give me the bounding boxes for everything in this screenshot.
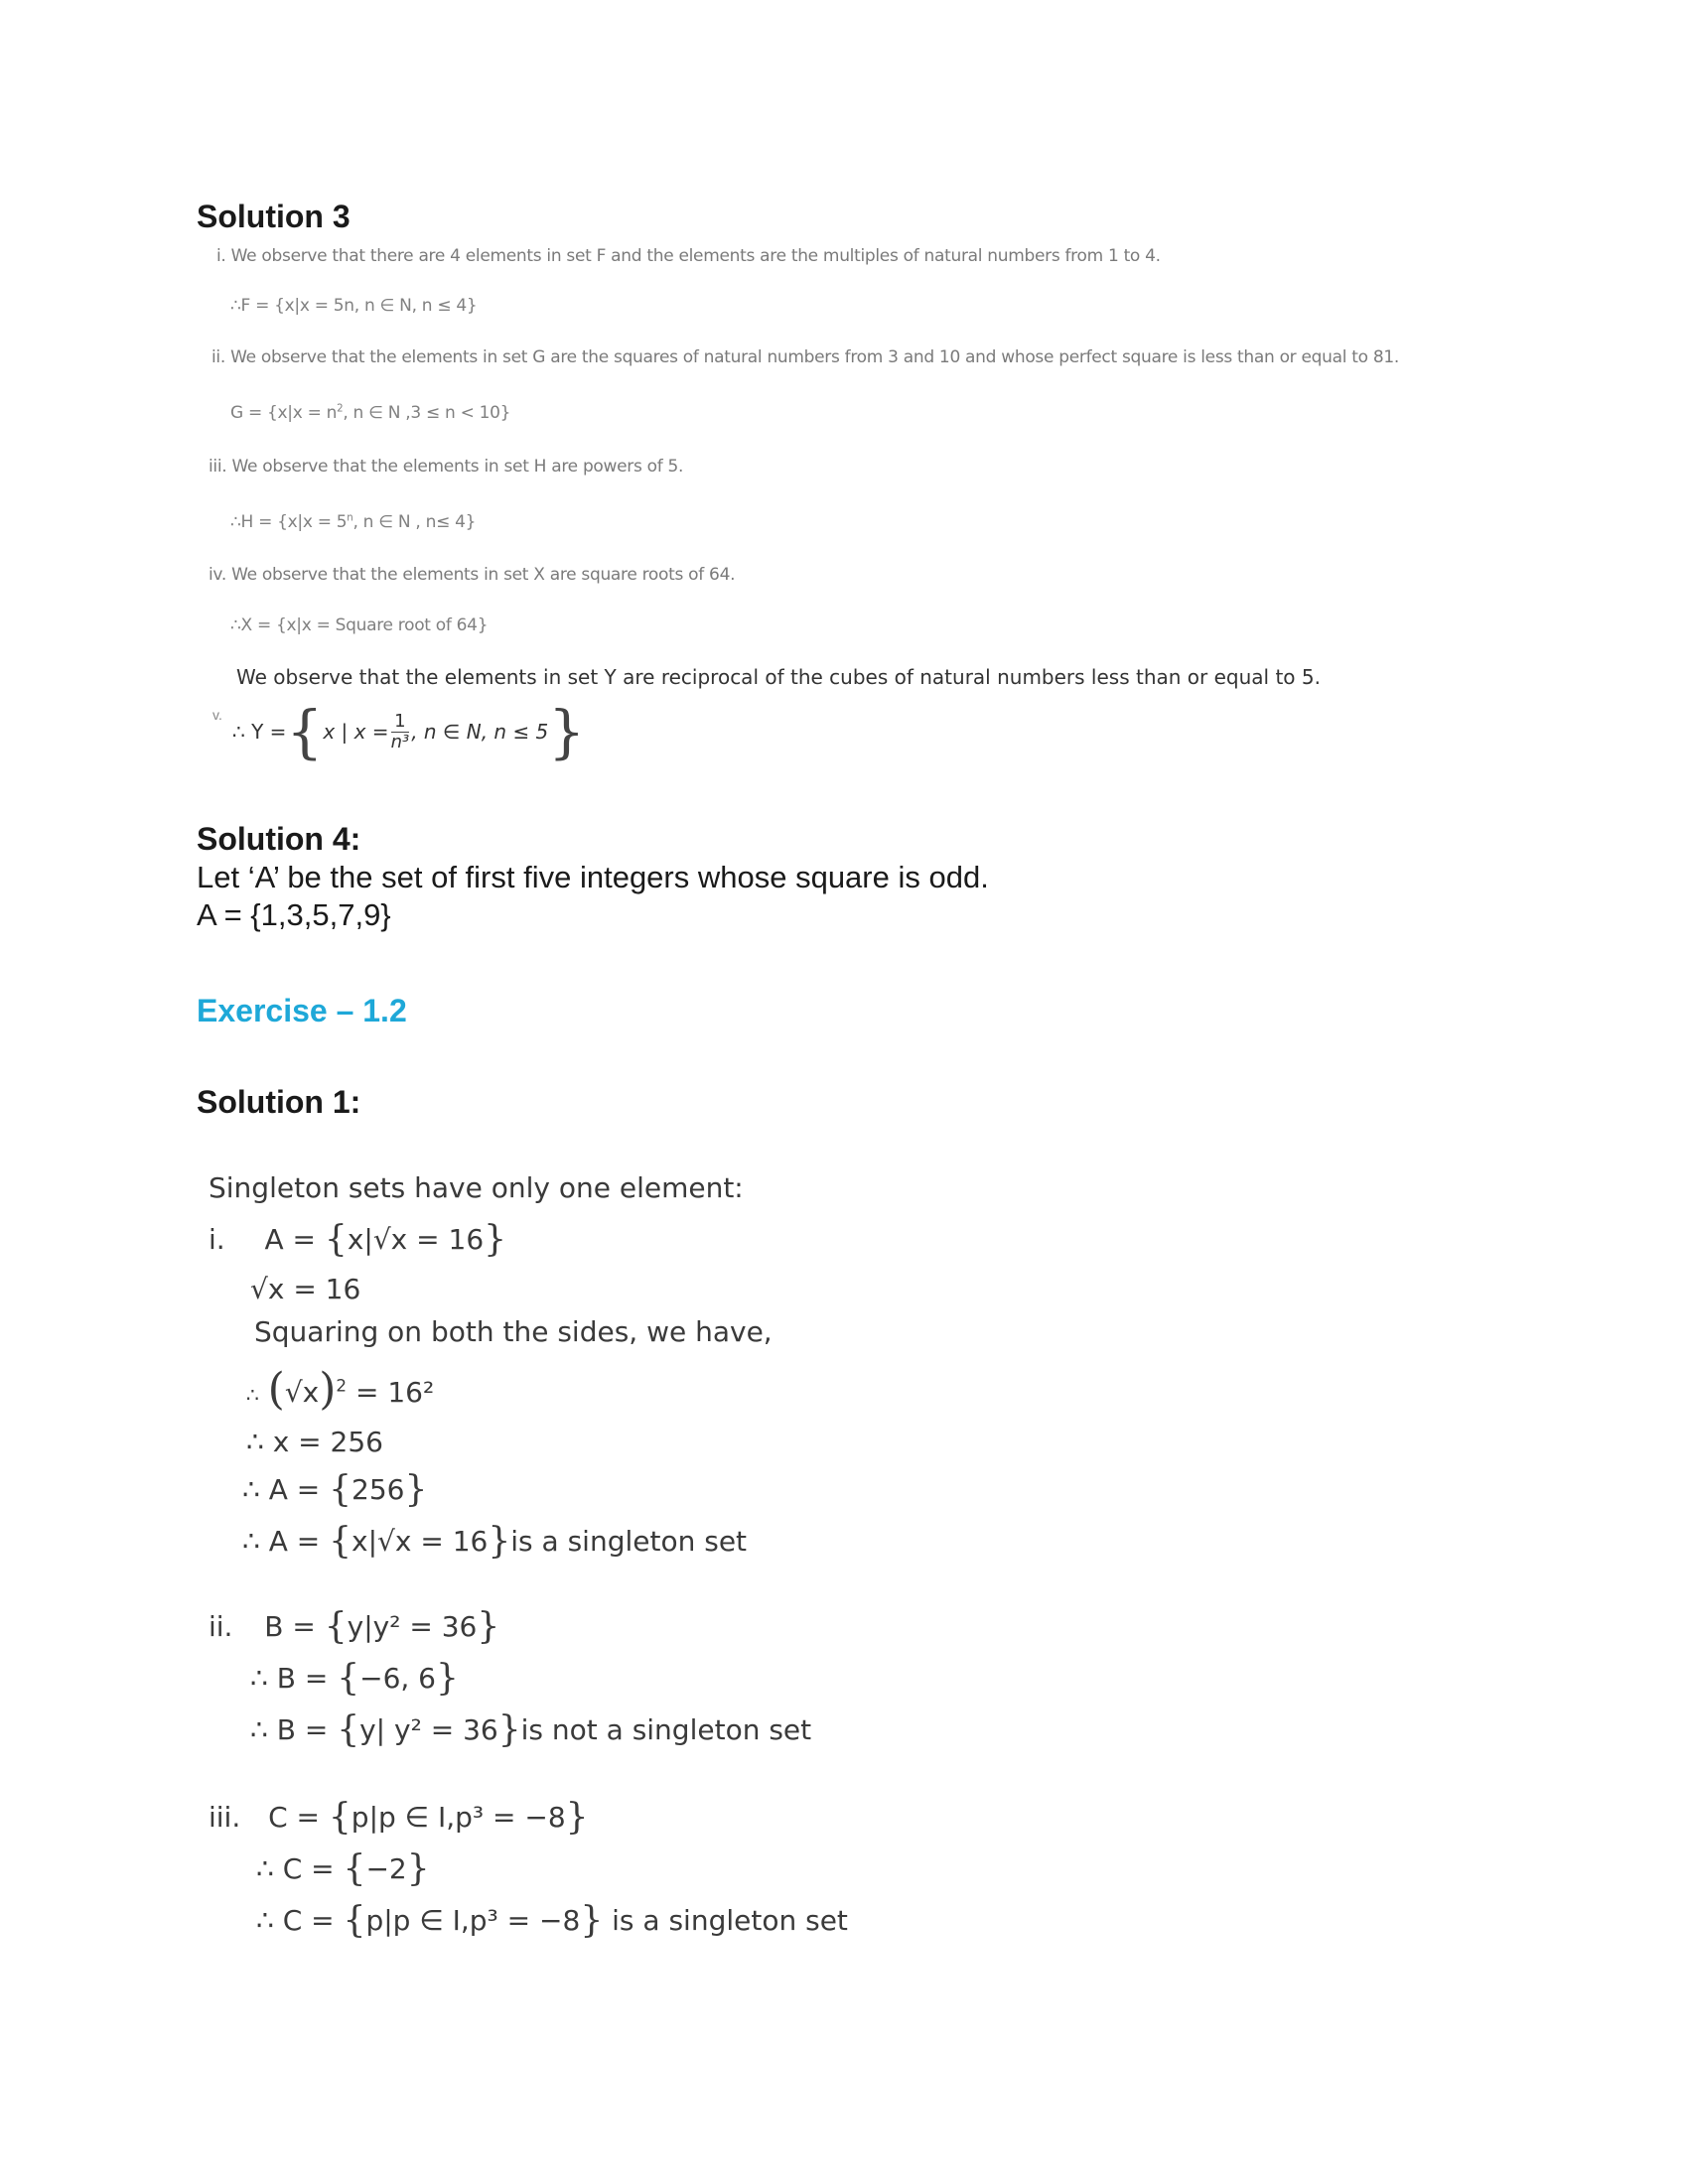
set-contents: −2	[365, 1852, 407, 1885]
solution-1-heading: Solution 1:	[197, 1084, 361, 1120]
right-brace: }	[497, 1709, 521, 1750]
solution-4-line-2: A = {1,3,5,7,9}	[197, 897, 391, 932]
equation-set-h	[230, 512, 476, 532]
equation-set-y	[232, 697, 585, 766]
part-i-step-4: ∴ x = 256	[246, 1426, 383, 1458]
part-i-step-2: Squaring on both the sides, we have,	[254, 1315, 773, 1348]
singleton-intro: Singleton sets have only one element:	[209, 1171, 744, 1204]
set-builder: x|√x = 16	[352, 1525, 489, 1558]
left-brace: {	[343, 1900, 366, 1941]
roman-numeral: i.	[216, 246, 226, 266]
equation-suffix: , n ∈ N ,3 ≤ n < 10}	[343, 403, 511, 423]
roman-numeral: iv.	[209, 565, 226, 585]
equation-superscript: 2	[337, 403, 344, 415]
exponent: 2	[336, 1375, 348, 1396]
set-builder: y|y² = 36	[347, 1610, 478, 1643]
solution-3-item-iii-text	[209, 457, 683, 477]
solution-4-line-1: Let ‘A’ be the set of first five integers whose square is odd.	[197, 860, 989, 894]
right-brace: }	[580, 1900, 604, 1941]
part-iii-step-2	[256, 1900, 848, 1941]
set-lhs: ∴ B =	[250, 1662, 329, 1695]
left-paren: (	[267, 1364, 285, 1415]
equation-prefix: ∴H = {x|x = 5	[230, 512, 348, 532]
solution-3-item-v-text: We observe that the elements in set Y are reciprocal of the cubes of natural numbers less than or equal to 5.	[236, 665, 1321, 689]
conclusion-text: is not a singleton set	[520, 1713, 812, 1746]
solution-3-item-i-text	[216, 246, 1161, 266]
left-brace: {	[324, 1606, 348, 1647]
roman-numeral: ii.	[211, 347, 225, 367]
part-iii-step-1	[256, 1848, 430, 1889]
roman-numeral: i.	[209, 1223, 225, 1256]
roman-numeral: v.	[212, 707, 222, 723]
roman-numeral: iii.	[209, 457, 227, 477]
fraction-denominator: n³	[390, 731, 410, 752]
therefore-symbol: ∴	[246, 1383, 259, 1407]
set-builder: x|√x = 16	[347, 1223, 485, 1256]
item-text: We observe that the elements in set X are square roots of 64.	[231, 565, 736, 585]
equation-superscript: n	[347, 512, 353, 524]
conclusion-text: is a singleton set	[603, 1904, 848, 1937]
set-lhs: A =	[264, 1223, 317, 1256]
set-lhs: ∴ B =	[250, 1713, 329, 1746]
part-iii-definition	[209, 1797, 589, 1838]
right-brace: }	[406, 1848, 430, 1889]
part-i-step-5	[242, 1469, 427, 1510]
item-text: We observe that the elements in set G are the squares of natural numbers from 3 and 10 and whose perfect square is less than or equal to 81.	[230, 347, 1399, 367]
set-builder-end: , n ∈ N, n ≤ 5	[411, 720, 549, 744]
left-brace: {	[286, 698, 324, 765]
part-i-step-1: √x = 16	[250, 1273, 361, 1305]
right-brace: }	[404, 1469, 428, 1510]
solution-4-heading: Solution 4:	[197, 821, 361, 857]
roman-numeral: ii.	[209, 1610, 233, 1643]
equation-set-x: ∴X = {x|x = Square root of 64}	[230, 615, 489, 635]
equation-prefix: G = {x|x = n	[230, 403, 338, 423]
set-builder-start: x | x =	[323, 720, 389, 744]
set-builder: p|p ∈ I,p³ = −8	[351, 1801, 566, 1834]
solution-3-item-iv-text	[209, 565, 735, 585]
equation-suffix: , n ∈ N , n≤ 4}	[352, 512, 477, 532]
right-brace: }	[436, 1658, 459, 1699]
left-brace: {	[337, 1658, 360, 1699]
part-i-definition	[209, 1219, 506, 1260]
part-ii-step-2	[250, 1709, 811, 1750]
set-builder: p|p ∈ I,p³ = −8	[365, 1904, 581, 1937]
set-lhs: C =	[268, 1801, 320, 1834]
left-brace: {	[337, 1709, 360, 1750]
set-lhs: ∴ C =	[256, 1852, 335, 1885]
set-lhs: ∴ A =	[242, 1473, 321, 1506]
right-brace: }	[484, 1219, 507, 1260]
solution-3-item-ii-text	[211, 347, 1399, 367]
set-lhs: ∴ A =	[242, 1525, 321, 1558]
right-paren: )	[319, 1364, 337, 1415]
item-text: We observe that there are 4 elements in set F and the elements are the multiples of natural numbers from 1 to 4.	[230, 246, 1161, 266]
conclusion-text: is a singleton set	[510, 1525, 748, 1558]
sqrt-x: √x	[284, 1376, 320, 1409]
set-builder: y| y² = 36	[359, 1713, 498, 1746]
equation-set-f: ∴F = {x|x = 5n, n ∈ N, n ≤ 4}	[230, 296, 478, 316]
right-brace: }	[565, 1797, 589, 1838]
step-rhs: = 16²	[355, 1376, 435, 1409]
fraction-numerator: 1	[391, 712, 410, 733]
part-ii-definition	[209, 1606, 499, 1647]
solution-3-heading: Solution 3	[197, 199, 351, 234]
fraction	[391, 712, 410, 752]
item-text: We observe that the elements in set H are powers of 5.	[231, 457, 684, 477]
left-brace: {	[329, 1521, 352, 1562]
equation-set-g	[230, 403, 510, 423]
right-brace: }	[477, 1606, 500, 1647]
set-lhs: B =	[264, 1610, 316, 1643]
exercise-heading: Exercise – 1.2	[197, 993, 407, 1028]
part-i-step-3	[246, 1364, 434, 1415]
set-contents: −6, 6	[359, 1662, 436, 1695]
roman-numeral: iii.	[209, 1801, 241, 1834]
right-brace: }	[548, 698, 586, 765]
right-brace: }	[488, 1521, 511, 1562]
part-i-step-6	[242, 1521, 747, 1562]
equation-lhs: ∴ Y =	[232, 720, 287, 744]
left-brace: {	[324, 1219, 348, 1260]
left-brace: {	[329, 1469, 352, 1510]
part-ii-step-1	[250, 1658, 459, 1699]
left-brace: {	[343, 1848, 366, 1889]
left-brace: {	[328, 1797, 352, 1838]
set-lhs: ∴ C =	[256, 1904, 335, 1937]
set-contents: 256	[352, 1473, 405, 1506]
